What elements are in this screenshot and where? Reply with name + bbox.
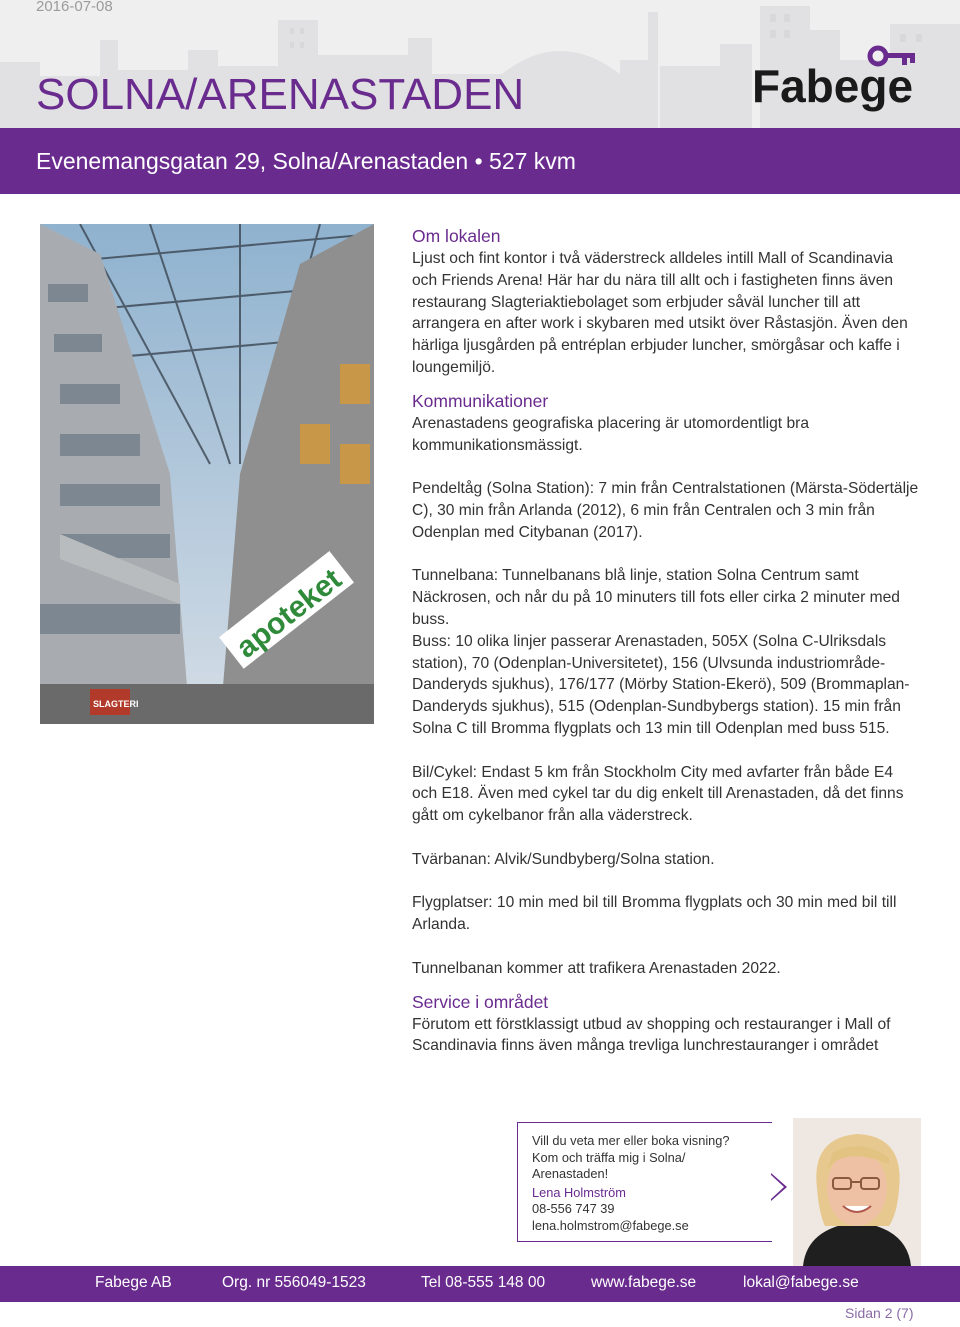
contact-line-1: Vill du veta mer eller boka visning? — [532, 1133, 730, 1148]
page-title: SOLNA/ARENASTADEN — [36, 70, 525, 119]
date-label: 2016-07-08 — [36, 0, 113, 15]
page-footer — [0, 1266, 960, 1302]
contact-name: Lena Holmström — [532, 1184, 626, 1200]
kommunikationer-intro: Arenastadens geografiska placering är utomordentligt bra kommunikationsmässigt. — [412, 414, 810, 454]
contact-phone: 08-556 747 39 — [532, 1201, 615, 1217]
logo-text: Fabege — [752, 60, 914, 112]
service-heading: Service i området — [412, 991, 549, 1012]
footer-company: Fabege AB — [95, 1274, 172, 1291]
footer-website-link[interactable]: www.fabege.se — [591, 1274, 697, 1291]
atrium-photo — [40, 224, 374, 724]
fabege-logo — [752, 40, 922, 128]
apoteket-sign: apoteket — [230, 562, 348, 665]
contact-line-3: Arenastaden! — [532, 1166, 609, 1182]
portrait-image — [793, 1118, 921, 1266]
service-text: Förutom ett förstklassigt utbud av shopping och restauranger i Mall of Scandinavia finns även många trevliga lunchrestauranger i området — [412, 1015, 891, 1055]
contact-info — [532, 1133, 772, 1235]
buss-text: Buss: 10 olika linjer passerar Arenastaden, 505X (Solna C-Ulriksdals station), 70 (Odenplan-Universitetet), 156 (Ulvsunda industriområde-Danderyds sjukhus), 176/177 (Mörby Station-Ekerö), 509 (Brommaplan-Danderyds sjukhus), 515 (Odenplan-Sundbybergs station). 15 min från Solna C till Bromma flygplats och 13 min till Odenplan med buss 515. — [412, 632, 910, 737]
flygplatser-text: Flygplatser: 10 min med bil till Bromma flygplats och 30 min med bil till Arlanda. — [412, 894, 897, 934]
contact-portrait — [793, 1118, 921, 1266]
footer-org-nr: Org. nr 556049-1523 — [222, 1274, 366, 1291]
contact-line-2: Kom och träffa mig i Solna/ — [532, 1149, 686, 1165]
footer-phone: Tel 08-555 148 00 — [421, 1274, 546, 1291]
contact-email[interactable]: lena.holmstrom@fabege.se — [532, 1217, 689, 1233]
om-lokalen-heading: Om lokalen — [412, 226, 501, 246]
bil-cykel-text: Bil/Cykel: Endast 5 km från Stockholm City med avfarter från både E4 och E18. Även med cykel tar du dig enkelt till Arenastaden, då det finns gått om cykelbanor från alla väderstreck. — [412, 763, 904, 825]
atrium-photo-image — [40, 224, 374, 724]
tvarbanan-text: Tvärbanan: Alvik/Sundbyberg/Solna station. — [412, 850, 715, 868]
tunnelbana-2022-text: Tunnelbanan kommer att trafikera Arenastaden 2022. — [412, 959, 781, 977]
pendeltag-text: Pendeltåg (Solna Station): 7 min från Centralstationen (Märsta-Södertälje C), 30 min från Arlanda (2012), 6 min från Centralen och 3 min från Odenplan med Citybanan (2017). — [412, 480, 919, 541]
tunnelbana-text: Tunnelbana: Tunnelbanans blå linje, station Solna Centrum samt Näckrosen, och når du på 10 minuters till fots eller cirka 2 minuter med buss. — [412, 567, 900, 628]
subtitle-band — [0, 128, 960, 194]
om-lokalen-text: Ljust och fint kontor i två väderstreck alldeles intill Mall of Scandinavia och Friends Arena! Här har du nära till allt och i fastigheten finns även restaurang Slagteriaktiebolaget som erbjuder såväl luncher till att arrangera en after work i skybaren med utsikt över Råstasjön. Även den härliga ljusgården på entréplan erbjuder luncher, smörgåsar och kaffe i loungemiljö. — [412, 250, 908, 376]
slagteri-sign: SLAGTERI — [93, 699, 139, 709]
main-content — [412, 224, 922, 1057]
kommunikationer-heading: Kommunikationer — [412, 390, 549, 411]
page-number: Sidan 2 (7) — [845, 1305, 914, 1321]
footer-email-link[interactable]: lokal@fabege.se — [743, 1274, 859, 1291]
address-subtitle: Evenemangsgatan 29, Solna/Arenastaden • 527 kvm — [36, 148, 576, 174]
page-header — [0, 0, 960, 128]
